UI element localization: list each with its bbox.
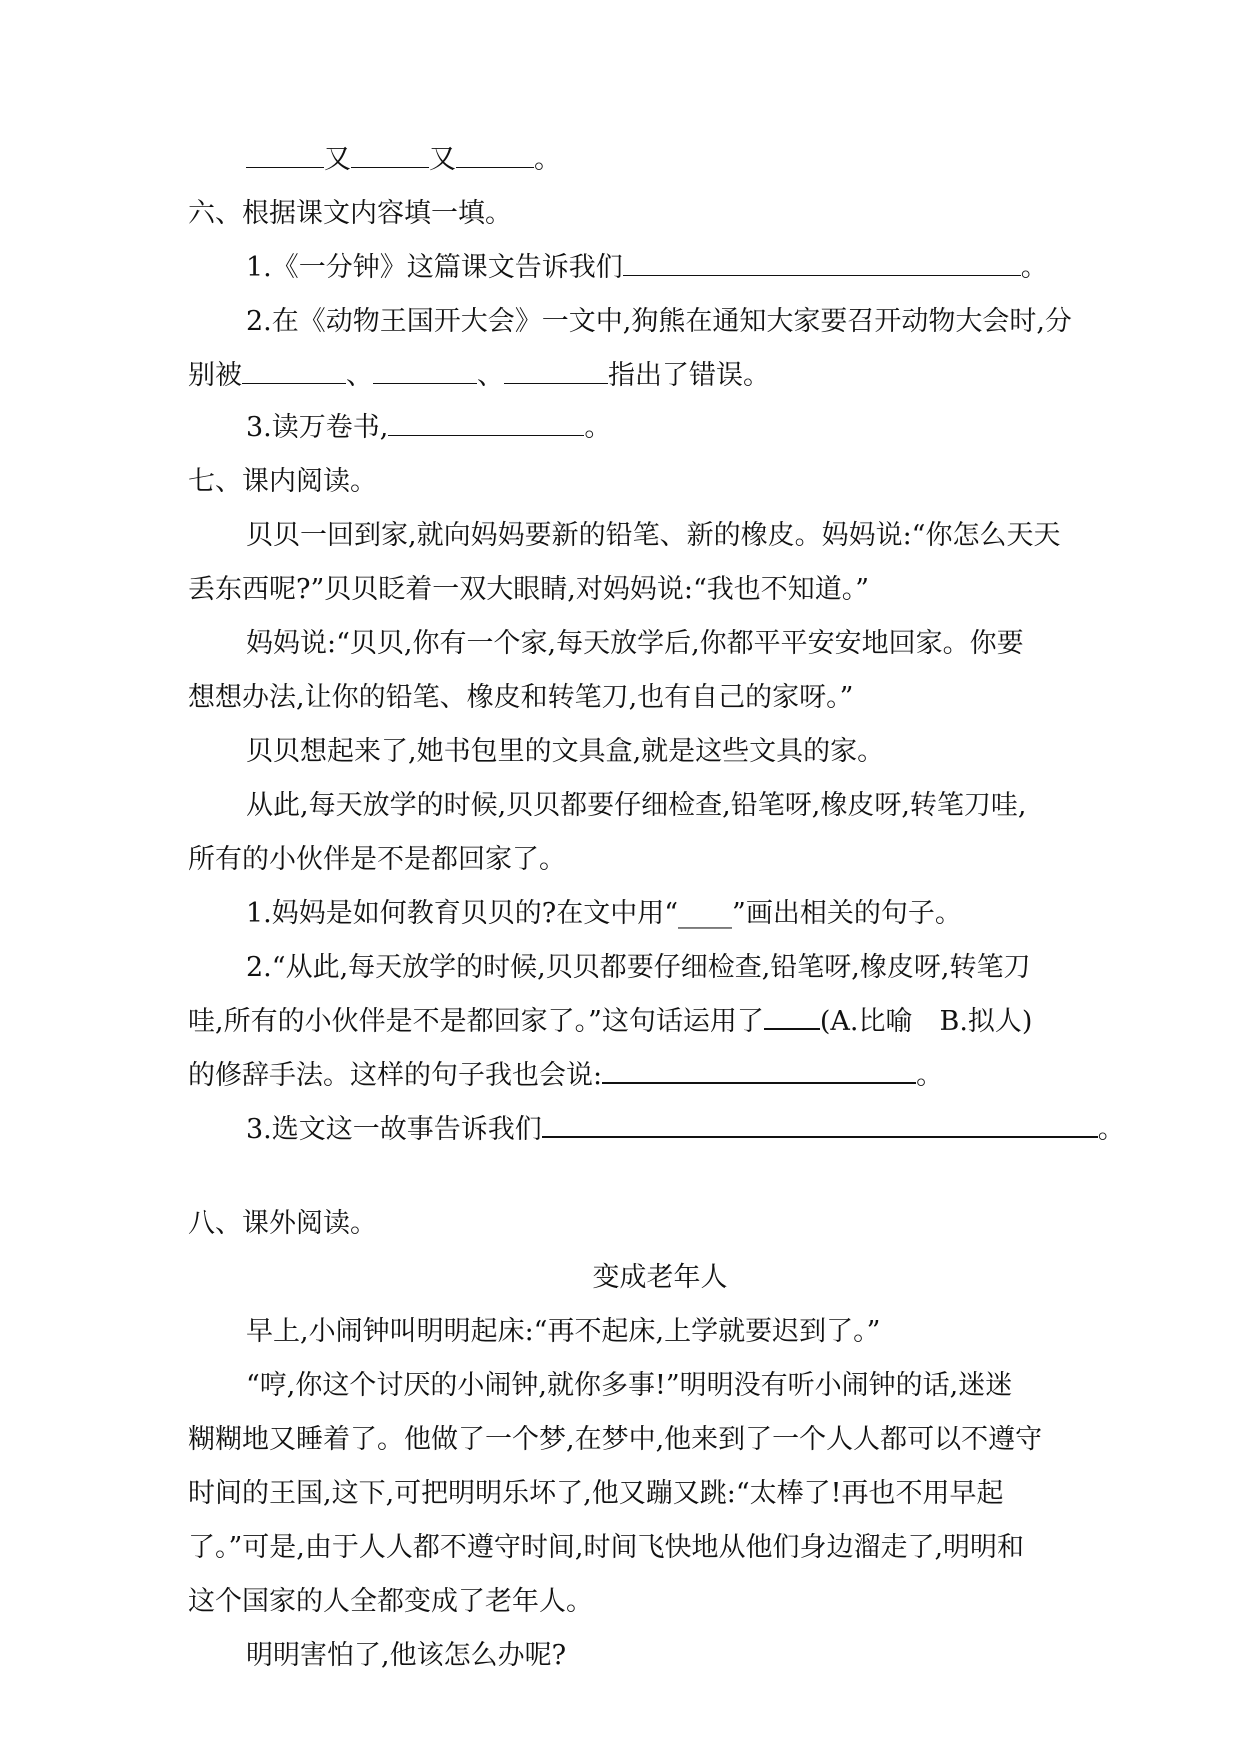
sec7-p4-l1: 从此,每天放学的时候,贝贝都要仔细检查,铅笔呀,橡皮呀,转笔刀哇, [246, 790, 1027, 821]
blank[interactable] [456, 141, 534, 168]
answer-blank[interactable] [373, 357, 477, 384]
conj-text: 又 [324, 144, 351, 175]
answer-blank[interactable] [764, 1002, 820, 1030]
sec8-p2-l4: 了。”可是,由于人人都不遵守时间,时间飞快地从他们身边溜走了,明明和 [188, 1532, 1025, 1563]
sec8-p2-l1: “哼,你这个讨厌的小闹钟,就你多事!”明明没有听小闹钟的话,迷迷 [246, 1370, 1013, 1401]
sec8-p2-l2: 糊糊地又睡着了。他做了一个梦,在梦中,他来到了一个人人都可以不遵守 [188, 1424, 1043, 1455]
answer-blank[interactable] [623, 249, 1021, 276]
sec7-q3: 3.选文这一故事告诉我们 。 [246, 1110, 1125, 1150]
sec7-p2-l1: 妈妈说:“贝贝,你有一个家,每天放学后,你都平平安安地回家。你要 [246, 628, 1024, 659]
answer-blank[interactable] [542, 1110, 1098, 1138]
sec6-q3: 3.读万卷书, 。 [246, 408, 611, 448]
sec7-p4-l2: 所有的小伙伴是不是都回家了。 [188, 844, 566, 875]
sec6-q2-line2: 别被 、 、 指出了错误。 [188, 356, 770, 396]
blank[interactable] [246, 141, 324, 168]
sec7-q1: 1.妈妈是如何教育贝贝的?在文中用“____”画出相关的句子。 [246, 898, 962, 929]
sec7-p3: 贝贝想起来了,她书包里的文具盒,就是这些文具的家。 [246, 736, 885, 767]
sec8-p2-l5: 这个国家的人全都变成了老年人。 [188, 1586, 593, 1617]
fill-line-top [246, 140, 561, 180]
sec7-q2-l2: 哇,所有的小伙伴是不是都回家了。”这句话运用了 (A.比喻 B.拟人) [188, 1002, 1032, 1042]
sec7-p1-l1: 贝贝一回到家,就向妈妈要新的铅笔、新的橡皮。妈妈说:“你怎么天天 [246, 520, 1061, 551]
sec8-p2-l3: 时间的王国,这下,可把明明乐坏了,他又蹦又跳:“太棒了!再也不用早起 [188, 1478, 1004, 1509]
sec7-q2-l1: 2.“从此,每天放学的时候,贝贝都要仔细检查,铅笔呀,橡皮呀,转笔刀 [246, 952, 1031, 983]
sec7-p2-l2: 想想办法,让你的铅笔、橡皮和转笔刀,也有自己的家呀。” [188, 682, 854, 713]
answer-blank[interactable] [504, 357, 608, 384]
sec6-q1: 1.《一分钟》这篇课文告诉我们 。 [246, 248, 1048, 288]
sec8-p1: 早上,小闹钟叫明明起床:“再不起床,上学就要迟到了。” [246, 1316, 881, 1347]
sec8-p3: 明明害怕了,他该怎么办呢? [246, 1640, 567, 1671]
answer-blank[interactable] [242, 357, 346, 384]
blank[interactable] [351, 141, 429, 168]
conj-text: 又 [429, 144, 456, 175]
sec7-q2-l3: 的修辞手法。这样的句子我也会说: 。 [188, 1056, 943, 1096]
story-title: 变成老年人 [592, 1262, 728, 1293]
sec7-p1-l2: 丢东西呢?”贝贝眨着一双大眼睛,对妈妈说:“我也不知道。” [188, 574, 870, 605]
answer-blank[interactable] [388, 409, 584, 436]
section-7-heading: 七、课内阅读。 [188, 466, 377, 497]
section-6-heading: 六、根据课文内容填一填。 [188, 198, 512, 229]
section-8-heading: 八、课外阅读。 [188, 1208, 377, 1239]
punct: 。 [534, 144, 561, 175]
sec6-q2-line1: 2.在《动物王国开大会》一文中,狗熊在通知大家要召开动物大会时,分 [246, 306, 1072, 337]
answer-blank[interactable] [602, 1056, 916, 1084]
